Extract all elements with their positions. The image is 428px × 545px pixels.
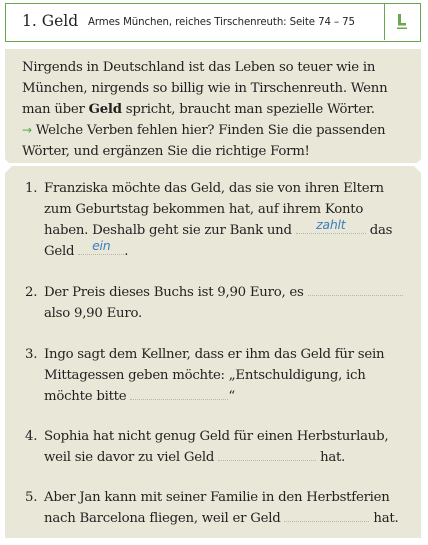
answer-text: zahlt bbox=[316, 217, 346, 232]
answer-blank[interactable] bbox=[296, 217, 366, 234]
exercise-header bbox=[5, 3, 421, 42]
answer-blank[interactable] bbox=[78, 238, 124, 255]
exercise-subtitle: Armes München, reiches Tirschenreuth: Seite 74 – 75 bbox=[88, 17, 355, 28]
exercise-item-3 bbox=[25, 344, 405, 407]
item-text: Ingo sagt dem Kellner, dass er ihm das Geld für sein Mittagessen geben möchte: „Entschuldigung, ich möchte bitte “ bbox=[44, 347, 385, 404]
exercise-item-5 bbox=[25, 487, 405, 529]
worksheet bbox=[5, 3, 421, 540]
item-number: 1. bbox=[25, 181, 38, 196]
instruction-box bbox=[5, 49, 421, 163]
divider-notch-left bbox=[4, 158, 12, 174]
exercise-item-2 bbox=[25, 282, 405, 324]
instruction-text: Nirgends in Deutschland ist das Leben so teuer wie in München, nirgends so billig wie in Tirschenreuth. Wenn man über Geld spricht, braucht man spezielle Wörter. → Welche Verben fehlen hier? Finden Sie die passenden Wörter, und ergänzen Sie die richtige Form! bbox=[22, 60, 388, 159]
exercise-title: 1. Geld bbox=[22, 12, 79, 30]
item-text: Aber Jan kann mit seiner Familie in den Herbstferien nach Barcelona fliegen, weil er Geld hat. bbox=[44, 490, 399, 526]
item-number: 3. bbox=[25, 347, 38, 362]
divider-notch-right bbox=[414, 158, 422, 174]
answer-blank[interactable] bbox=[308, 282, 403, 296]
arrow-icon: → bbox=[22, 123, 32, 137]
item-number: 4. bbox=[25, 429, 38, 444]
item-text: Sophia hat nicht genug Geld für einen Herbsturlaub, weil sie davor zu viel Geld hat. bbox=[44, 429, 389, 465]
book-icon bbox=[396, 13, 408, 30]
icon-box bbox=[384, 4, 420, 40]
exercise-item-1 bbox=[25, 178, 405, 262]
item-text: Der Preis dieses Buchs ist 9,90 Euro, es also 9,90 Euro. bbox=[44, 282, 404, 324]
answer-text: ein bbox=[92, 238, 111, 253]
answer-blank[interactable] bbox=[284, 508, 369, 522]
exercise-item-4 bbox=[25, 426, 405, 468]
item-text: Franziska möchte das Geld, das sie von ihren Eltern zum Geburtstag bekommen hat, auf ihrem Konto haben. Deshalb geht sie zur Bank und zahlt das Geld ein . bbox=[44, 181, 393, 259]
answer-blank[interactable] bbox=[218, 447, 316, 461]
exercise-list bbox=[5, 166, 421, 538]
answer-blank[interactable] bbox=[130, 386, 228, 400]
item-number: 5. bbox=[25, 490, 38, 505]
item-number: 2. bbox=[25, 285, 38, 300]
